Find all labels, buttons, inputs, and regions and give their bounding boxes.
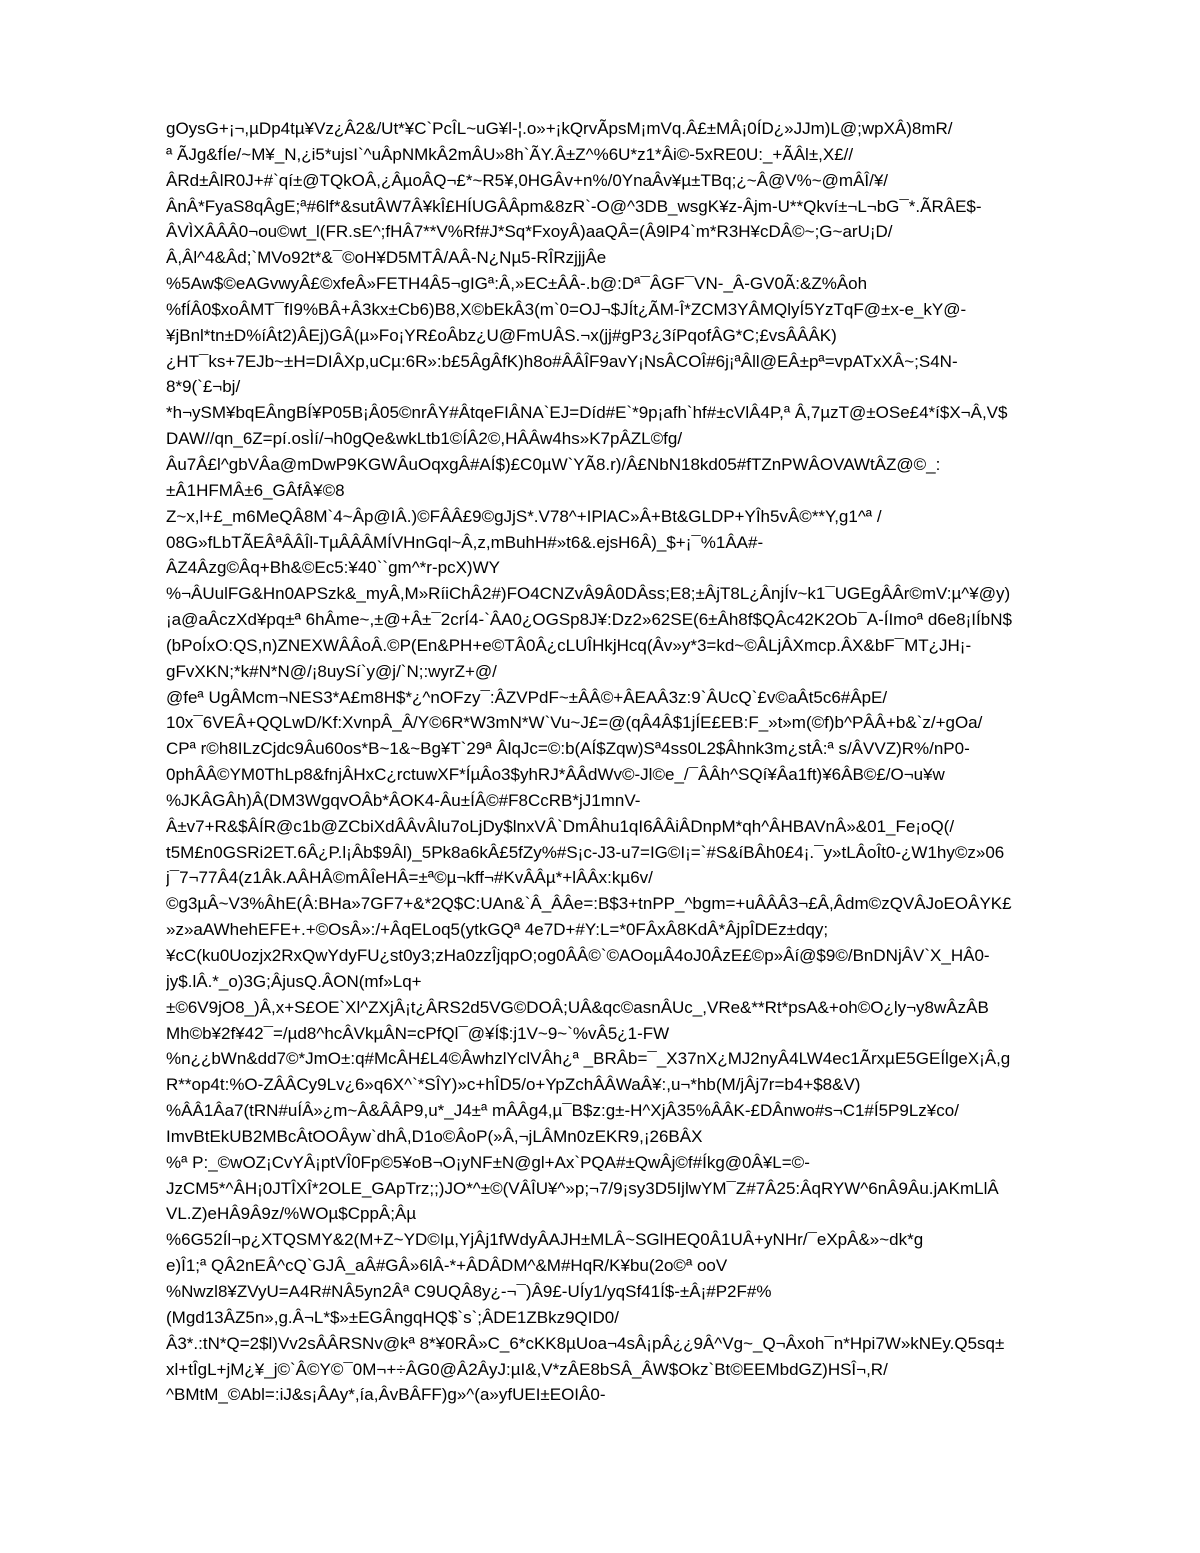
text-line: ÂVÌXÂÂÂ0¬ou©wt_l(FR.sE^;fHÂ7**V%Rf#J*Sq*FxoyÂ)aaQÂ=(Â9lP4`m*R3H¥cDÂ©~;G~arU¡D/: [166, 222, 893, 242]
text-line: JzCM5*^ÂH¡0JTÎXÎ*2OLE_GApTrz;;)JO*^±©(VÂÎU¥^»p;¬7/9¡sy3D5IjlwYM¯Z#7Â25:ÂqRYW^6nÂ9Âu.jAKmLlÂ: [166, 1178, 999, 1198]
text-line: @feª UgÂMcm¬NES3*A£m8H$*¿^nOFzy¯:ÂZVPdF~±ÂÂ©+ÂEAÂ3z:9`ÂUcQ`£v©aÂt5c6#ÂpE/: [166, 687, 888, 707]
text-line: Mh©b¥2f¥42¯=/µd8^hcÂVkµÂN=cPfQl¯@¥Í$:j1V~9~`%vÂ5¿1-FW: [166, 1023, 670, 1043]
text-line: %ª P:_©wOZ¡CvYÂ¡ptVÎ0Fp©5¥oB¬O¡yNF±N@gl+Ax`PQA#±QwÂj©f#Íkg@0Â¥L=©-: [166, 1152, 810, 1172]
text-line: Z~x,l+£_m6MeQÂ8M`4~Âp@IÂ.)©FÂÂ£9©gJjS*.V78^+IPlAC»Â+Bt&GLDP+YÎh5vÂ©**Y,g1^ª /: [166, 506, 882, 526]
text-line: ÂnÂ*FyaS8qÂgE;ª#6lf*&sutÂW7Â¥kÎ£HÍUGÂÂpm&8zR`-O@^3DB_wsgK¥z-Âjm-U**Qkví±¬L¬bG¯*.ÃRÂE$-: [166, 196, 982, 216]
text-line: %n¿¿bWn&dd7©*JmO±:q#McÂH£L4©ÂwhzlYclVÂh¿ª _BRÂb=¯_X37nX¿MJ2nyÂ4LW4ec1ÃrxµE5GEÍlgeX¡Â,g: [166, 1049, 1011, 1069]
text-line: ±Â1HFMÂ±6_GÂfÂ¥©8: [166, 480, 345, 500]
text-line: jy$.lÂ.*_o)3G;ÂjusQ.ÂON(mf»Lq+: [166, 971, 422, 991]
text-line: ÂZ4Âzg©Âq+Bh&©Ec5:¥40``gm^*r-pcX)WY: [166, 558, 500, 578]
text-line: (Mgd13ÂZ5n»,g.Â¬L*$»±EGÂngqHQ$`s`;ÂDE1ZBkz9QID0/: [166, 1307, 619, 1327]
text-line: %ÂÂ1Âa7(tRN#uÍÂ»¿m~Â&ÂÂP9,u*_J4±ª mÂÂg4,µ¯B$z:g±-H^XjÂ35%ÂÂK-£DÂnwo#s¬C1#Í5P9Lz¥co/: [166, 1101, 959, 1121]
text-line: %¬ÂUulFG&Hn0APSzk&_myÂ,M»RíiChÂ2#)FO4CNZvÂ9Â0DÂss;E8;±ÂjT8L¿ÂnjÍv~k1¯UGEgÂÂr©mV:µ^¥@y): [166, 584, 1011, 604]
text-line: xl+tÎgL+jM¿¥_j©`Â©Y©¯0M¬+÷ÂG0@Â2ÂyJ:µI&,V*zÂE8bSÂ_ÂW$Okz`Bt©EEMbdGZ)HSÎ¬,R/: [166, 1359, 888, 1379]
text-line: %6G52Íl¬p¿XTQSMY&2(M+Z~YD©Iµ,YjÂj1fWdyÂAJH±MLÂ~SGlHEQ0Â1UÂ+yNHr/¯eXpÂ&»~dk*g: [166, 1230, 924, 1250]
text-line: ÂRd±ÂlR0J+#`qí±@TQkOÂ,¿ÂµoÂQ¬£*~R5¥,0HGÂv+n%/0YnaÂv¥µ±TBq;¿~Â@V%~@mÂÎ/¥/: [166, 170, 889, 190]
text-line: ImvBtEkUB2MBcÂtOOÂyw`dhÂ,D1o©ÂoP(»Â,¬jLÂMn0zEKR9,¡26BÂX: [166, 1126, 703, 1146]
text-line: ¡a@aÂczXd¥pq±ª 6hÂme~,±@+Â±¯2crÍ4-`ÂA0¿OGSp8J¥:Dz2»62SE(6±Âh8f$QÂc42K2Ob¯A-ÍImoª d6e8¡IÍbN$: [166, 610, 1012, 630]
text-line: e)Î1;ª QÂ2nEÂ^cQ`GJÂ_aÂ#GÂ»6lÂ-*+ÂDÂDM^&M#HqR/K¥bu(2o©ª ooV: [166, 1256, 728, 1276]
text-line: 08G»fLbTÃEÂªÂÂÎl-TµÂÂÂMÍVHnGql~Â,z,mBuhH#»t6&.ejsH6Â)_$+¡¯%1ÂA#-: [166, 532, 764, 552]
text-line: Â,Âl^4&Âd;`MVo92t*&¯©oH¥D5MTÂ/AÂ-N¿Nµ5-RÎRzjjjÂe: [166, 248, 607, 268]
text-line: ^BMtM_©Abl=:iJ&s¡ÂAy*,ía,ÂvBÂFF)g»^(a»yfUEI±EOIÂ0-: [166, 1385, 606, 1405]
text-line: %JKÂGÂh)Â(DM3WgqvOÂb*ÂOK4-Âu±ÍÂ©#F8CcRB*jJ1mnV-: [166, 790, 641, 810]
text-line: ¥cC(ku0Uozjx2RxQwYdyFU¿st0y3;zHa0zzÎjqpO;og0ÂÂ©`©AOoµÂ4oJ0ÂzE£©p»Âí@$9©/BnDNjÂV`X_HÂ0-: [166, 946, 990, 965]
text-line: Âu7Â£l^gbVÂa@mDwP9KGWÂuOqxgÂ#AÍ$)£C0µW`YÃ8.r)/Â£NbN18kd05#fTZnPWÂOVAWtÂZ@©_:: [166, 454, 941, 474]
text-line: Â3*.:tN*Q=2$l)Vv2sÂÂRSNv@kª 8*¥0RÂ»C_6*cKK8µUoa¬4sÂ¡pÂ¿¿9Â^Vg~_Q¬Âxoh¯n*Hpi7W»kNEy.Q5sq±: [166, 1333, 1005, 1353]
text-line: Â±v7+R&$ÂÍR@c1b@ZCbiXdÂÂvÂlu7oLjDy$lnxVÂ`DmÂhu1qI6ÂÂiÂDnpM*qh^ÂHBAVnÂ»&01_Fe¡oQ(/: [166, 816, 955, 836]
text-line: %Nwzl8¥ZVyU=A4R#NÂ5yn2Âª C9UQÂ8y¿-¬¯)Â9£-UÍy1/yqSf41Í$-±Â¡#P2F#%: [166, 1281, 772, 1301]
text-line: t5M£n0GSRi2ET.6Â¿P.l¡Âb$9Âl)_5Pk8a6kÂ£5fZy%#S¡c-J3-u7=IG©I¡=`#S&íBÂh0£4¡.¯y»tLÂoÎt0-¿W1hy©z»06: [166, 842, 1005, 862]
text-line: gOysG+¡¬,µDp4tµ¥Vz¿Â2&/Ut*¥C`PcÎL~uG¥l-¦.o»+¡kQrvÃpsM¡mVq.Â£±MÂ¡0ÍD¿»JJm)L@;wpXÂ)8mR/: [166, 119, 953, 138]
text-line: 8*9(`£¬bj/: [166, 377, 241, 397]
text-line: ¿HT¯ks+7EJb~±H=DIÂXp,uCµ:6R»:b£5ÂgÂfK)h8o#ÂÂÎF9avY¡NsÂCOÎ#6j¡ªÂll@EÂ±pª=vpATxXÂ~;S4N-: [166, 351, 958, 371]
text-line: CPª r©h8ILzCjdc9Âu60os*B~1&~Bg¥T`29ª ÂlqJc=©:b(AÍ$Zqw)Sª4ss0L2$Âhnk3m¿stÂ:ª s/ÂVVZ)R%/nP0-: [166, 739, 970, 759]
text-line: *h¬ySM¥bqEÂngBÍ¥P05B¡Â05©nrÂY#ÂtqeFIÂNA`EJ=Díd#E`*9p¡afh`hf#±cVlÂ4P,ª Â,7µzT@±OSe£4*í$X¬Â,V$: [166, 403, 1008, 423]
text-line: ±©6V9jO8_)Â,x+S£OE`Xl^ZXjÂ¡t¿ÂRS2d5VG©DOÂ;UÂ&qc©asnÂUc_,VRe&**Rt*psA&+oh©O¿ly¬y8wÂzÂB: [166, 997, 989, 1017]
document-text-body: [166, 116, 1156, 1408]
text-line: R**op4t:%O-ZÂÂCy9Lv¿6»q6X^`*SÎY)»c+hÎD5/o+YpZchÂÂWaÂ¥:,u¬*hb(M/jÂj7r=b4+$8&V): [166, 1075, 861, 1095]
text-line: ¥jBnl*tn±D%íÂt2)ÂEj)GÂ(µ»Fo¡YR£oÂbz¿U@FmUÂS.¬x(jj#gP3¿3íPqofÂG*C;£vsÂÂÂK): [166, 325, 837, 345]
text-line: DAW//qn_6Z=pí.osÌí/¬h0gQe&wkLtb1©ÍÂ2©,HÂÂw4hs»K7pÂZL©fg/: [166, 429, 683, 449]
text-line: j¯7¬77Â4(z1Âk.AÂHÂ©mÂÎeHÂ=±ª©µ¬kff¬#KvÂÂµ*+lÂÂx:kµ6v/: [166, 868, 653, 888]
text-line: 0phÂÂ©YM0ThLp8&fnjÂHxC¿rctuwXF*ÍµÂo3$yhRJ*ÂÂdWv©-Jl©e_/¯ÂÂh^SQí¥Âa1ft)¥6ÂB©£/O¬u¥w: [166, 765, 945, 785]
text-line: gFvXKN;*k#N*N@/¡8uySí`y@j/`N;:wyrZ+@/: [166, 661, 497, 681]
text-line: »z»aAWhehEFE+.+©OsÂ»:/+ÂqELoq5(ytkGQª 4e7D+#Y:L=*0FÂxÂ8KdÂ*ÂjpÎDEz±dqy;: [166, 920, 829, 940]
text-line: VL.Z)eHÂ9Â9z/%WOµ$CppÂ;Âµ: [166, 1204, 417, 1224]
text-line: %fÍÂ0$xoÂMT¯fI9%BÂ+Â3kx±Cb6)B8,X©bEkÂ3(m`0=OJ¬$JÍt¿ÃM-Î*ZCM3YÂMQlyÍ5YzTqF@±x-e_kY@-: [166, 299, 967, 319]
text-line: (bPoÍxO:QS,n)ZNEXWÂÂoÂ.©P(En&PH+e©TÂ0Â¿cLUÎHkjHcq(Âv»y*3=kd~©ÂLjÂXmcp.ÂX&bF¯MT¿JH¡-: [166, 635, 972, 655]
text-line: %5Aw$©eAGvwyÂ£©xfeÂ»FETH4Â5¬gIGª:Â,»EC±ÂÂ-.b@:Dª¯ÂGF¯VN-_Â-GV0Ã:&Z%Âoh: [166, 274, 868, 294]
text-line: 10x¯6VEÂ+QQLwD/Kf:XvnpÂ_Â/Y©6R*W3mN*W`Vu~J£=@(qÂ4Â$1jÍE£EB:F_»t»m(©f)b^PÂÂ+b&`z/+gOa/: [166, 713, 983, 733]
text-line: ª ÃJg&fÍe/~M¥_N,¿i5*ujsI`^uÂpNMkÂ2mÂU»8h`ÃY.Â±Z^%6U*z1*Âi©-5xRE0U:_+ÃÂl±,X£//: [166, 144, 854, 164]
text-line: ©g3µÂ~V3%ÂhE(Â:BHa»7GF7+&*2Q$C:UAn&`Â_ÂÂe=:B$3+tnPP_^bgm=+uÂÂÂ3¬£Â,Âdm©zQVÂJoEOÂYK£: [166, 894, 1012, 914]
